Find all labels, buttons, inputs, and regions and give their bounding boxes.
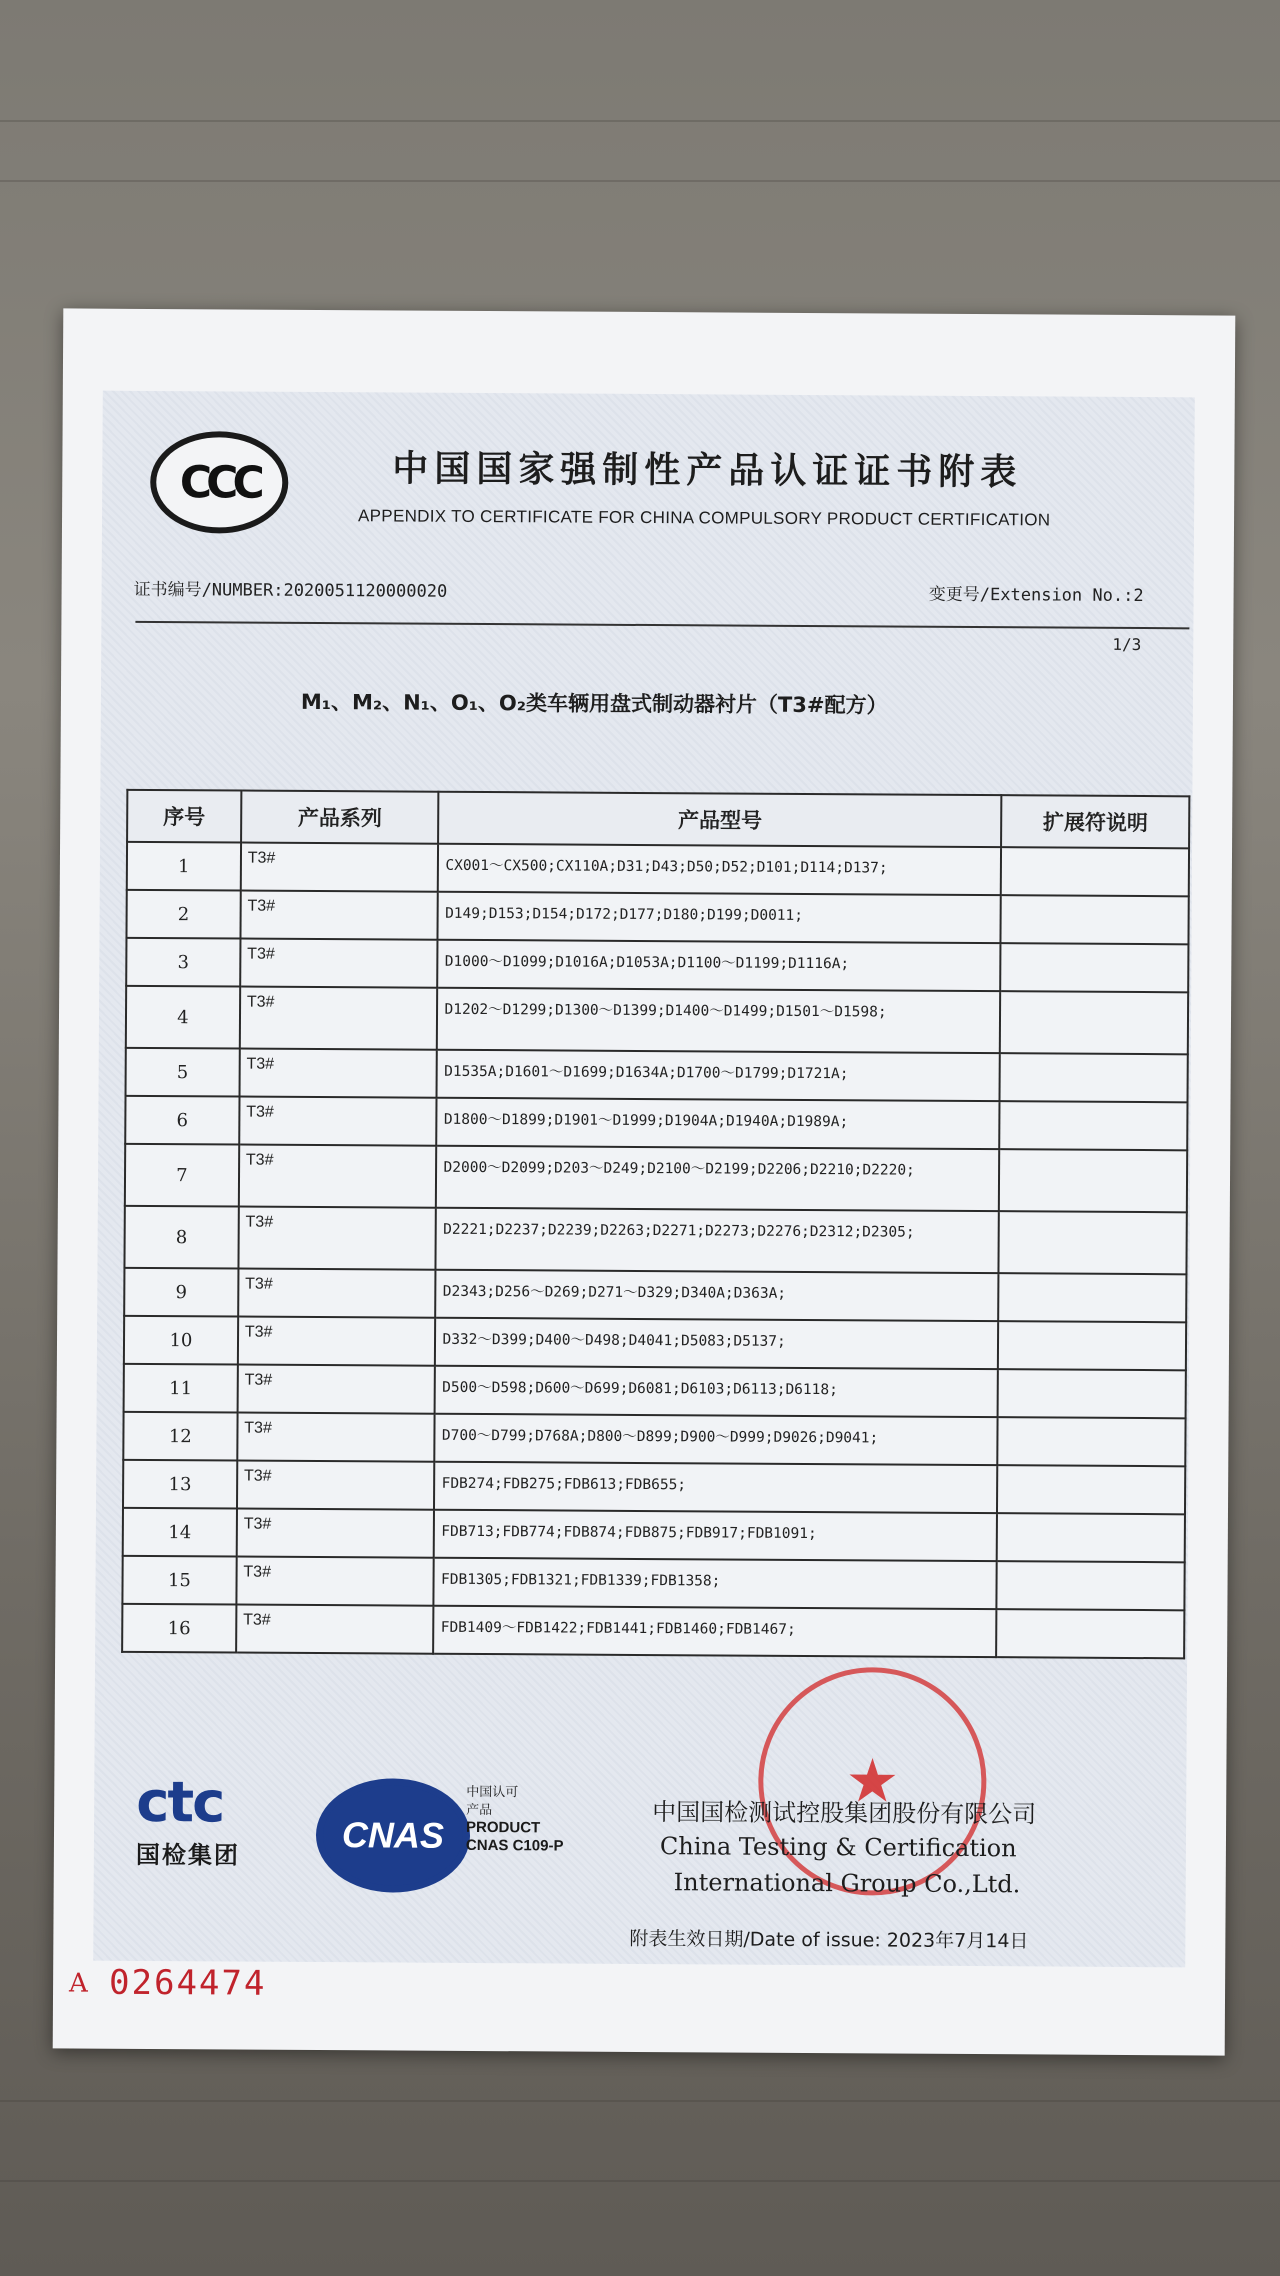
row-number: 11 xyxy=(124,1364,238,1413)
col-header-no: 序号 xyxy=(127,790,241,843)
cnas-accreditation: 中国认可 产品 PRODUCT CNAS C109-P xyxy=(465,1783,564,1855)
row-number: 3 xyxy=(126,938,240,987)
ctc-logo-icon: ctc xyxy=(136,1769,224,1836)
table-row xyxy=(123,1460,1185,1514)
ctc-logo xyxy=(135,1769,297,1871)
col-header-extension: 扩展符说明 xyxy=(1001,795,1189,848)
row-number: 16 xyxy=(122,1604,236,1653)
table-row xyxy=(122,1556,1184,1610)
row-models: D1800～D1899;D1901～D1999;D1904A;D1940A;D1989A; xyxy=(437,1098,1000,1149)
row-series: T3# xyxy=(238,1207,436,1270)
row-extension xyxy=(1001,943,1189,992)
row-number: 7 xyxy=(125,1144,239,1207)
serial-prefix: A xyxy=(69,1968,88,1999)
row-number: 6 xyxy=(125,1096,239,1145)
row-models: D1000～D1099;D1016A;D1053A;D1100～D1199;D1116A; xyxy=(438,940,1001,991)
row-models: D332～D399;D400～D498;D4041;D5083;D5137; xyxy=(435,1318,998,1369)
row-series: T3# xyxy=(237,1461,435,1510)
table-row xyxy=(126,1048,1188,1102)
ccc-logo-icon: CCC xyxy=(150,431,289,534)
cnas-logo-icon: CNAS xyxy=(316,1778,471,1893)
row-models: FDB1305;FDB1321;FDB1339;FDB1358; xyxy=(434,1558,997,1609)
row-extension xyxy=(998,1369,1186,1418)
row-series: T3# xyxy=(240,987,438,1050)
table-row xyxy=(125,1096,1187,1150)
table-row xyxy=(126,986,1188,1054)
row-series: T3# xyxy=(238,1317,436,1366)
table-row xyxy=(124,1268,1186,1322)
row-models: CX001～CX500;CX110A;D31;D43;D50;D52;D101;D114;D137; xyxy=(438,844,1001,895)
row-extension xyxy=(997,1465,1185,1514)
table-row xyxy=(122,1604,1184,1658)
row-models: D1535A;D1601～D1699;D1634A;D1700～D1799;D1721A; xyxy=(437,1050,1000,1101)
row-models: D2221;D2237;D2239;D2263;D2271;D2273;D2276;D2312;D2305; xyxy=(436,1208,999,1273)
row-extension xyxy=(998,1321,1186,1370)
row-extension xyxy=(1001,847,1189,896)
row-extension xyxy=(1000,1053,1188,1102)
row-number: 15 xyxy=(122,1556,236,1605)
row-number: 8 xyxy=(124,1206,238,1269)
page-title-en: APPENDIX TO CERTIFICATE FOR CHINA COMPULSORY PRODUCT CERTIFICATION xyxy=(358,506,1051,530)
table-row xyxy=(123,1412,1185,1466)
row-models: D149;D153;D154;D172;D177;D180;D199;D0011; xyxy=(438,892,1001,943)
row-series: T3# xyxy=(239,1097,437,1146)
table-row xyxy=(124,1206,1186,1274)
row-series: T3# xyxy=(239,1049,437,1098)
row-number: 14 xyxy=(123,1508,237,1557)
row-number: 2 xyxy=(126,890,240,939)
row-models: D500～D598;D600～D699;D6081;D6103;D6113;D6118; xyxy=(435,1366,998,1417)
row-series: T3# xyxy=(238,1269,436,1318)
row-models: D2000～D2099;D203～D249;D2100～D2199;D2206;D2210;D2220; xyxy=(436,1146,999,1211)
row-number: 13 xyxy=(123,1460,237,1509)
row-models: FDB1409～FDB1422;FDB1441;FDB1460;FDB1467; xyxy=(434,1606,997,1657)
row-extension xyxy=(997,1513,1185,1562)
row-models: D2343;D256～D269;D271～D329;D340A;D363A; xyxy=(436,1270,999,1321)
certificate-number: 证书编号/NUMBER:2020051120000020 xyxy=(133,579,448,602)
row-extension xyxy=(998,1273,1186,1322)
certificate-paper xyxy=(53,308,1236,2055)
row-number: 4 xyxy=(126,986,240,1049)
row-extension xyxy=(1001,895,1189,944)
row-extension xyxy=(997,1561,1185,1610)
row-extension xyxy=(1000,1101,1188,1150)
col-header-models: 产品型号 xyxy=(439,792,1002,847)
row-extension xyxy=(1000,991,1188,1054)
product-table xyxy=(121,789,1190,1659)
row-models: D1202～D1299;D1300～D1399;D1400～D1499;D1501～D1598; xyxy=(437,988,1000,1053)
row-extension xyxy=(999,1211,1187,1274)
row-number: 1 xyxy=(127,842,241,891)
table-row xyxy=(124,1364,1186,1418)
col-header-series: 产品系列 xyxy=(241,791,439,844)
extension-number: 变更号/Extension No.:2 xyxy=(928,584,1144,607)
official-seal-icon: ★ xyxy=(758,1667,987,1896)
ctc-name: 国检集团 xyxy=(135,1840,240,1870)
table-row xyxy=(127,842,1189,896)
issuer-name-en-2: International Group Co.,Ltd. xyxy=(673,1868,1021,1899)
row-series: T3# xyxy=(237,1413,435,1462)
issuer-name-en-1: China Testing & Certification xyxy=(659,1832,1017,1863)
page-title: 中国国家强制性产品认证证书附表 xyxy=(392,448,1023,494)
table-row xyxy=(125,1144,1187,1212)
row-series: T3# xyxy=(239,1145,437,1208)
issue-date: 附表生效日期/Date of issue: 2023年7月14日 xyxy=(629,1927,1029,1953)
row-extension xyxy=(996,1609,1184,1658)
table-row xyxy=(126,938,1188,992)
table-row xyxy=(126,890,1188,944)
page-number: 1/3 xyxy=(1112,634,1142,655)
row-number: 10 xyxy=(124,1316,238,1365)
issuer-name-cn: 中国国检测试控股集团股份有限公司 xyxy=(652,1798,1037,1829)
row-models: D700～D799;D768A;D800～D899;D900～D999;D9026;D9041; xyxy=(435,1414,998,1465)
row-models: FDB274;FDB275;FDB613;FDB655; xyxy=(434,1462,997,1513)
row-number: 9 xyxy=(124,1268,238,1317)
row-extension xyxy=(999,1149,1187,1212)
row-number: 12 xyxy=(123,1412,237,1461)
table-row xyxy=(123,1508,1185,1562)
row-number: 5 xyxy=(126,1048,240,1097)
row-extension xyxy=(998,1417,1186,1466)
row-series: T3# xyxy=(241,843,439,892)
table-header-row xyxy=(127,790,1189,848)
row-series: T3# xyxy=(236,1605,434,1654)
row-models: FDB713;FDB774;FDB874;FDB875;FDB917;FDB1091; xyxy=(434,1510,997,1561)
product-subtitle: M₁、M₂、N₁、O₁、O₂类车辆用盘式制动器衬片（T3#配方） xyxy=(300,689,888,718)
row-series: T3# xyxy=(237,1509,435,1558)
serial-number: 0264474 xyxy=(108,1962,267,2004)
row-series: T3# xyxy=(237,1365,435,1414)
row-series: T3# xyxy=(240,891,438,940)
row-series: T3# xyxy=(240,939,438,988)
row-series: T3# xyxy=(236,1557,434,1606)
table-row xyxy=(124,1316,1186,1370)
